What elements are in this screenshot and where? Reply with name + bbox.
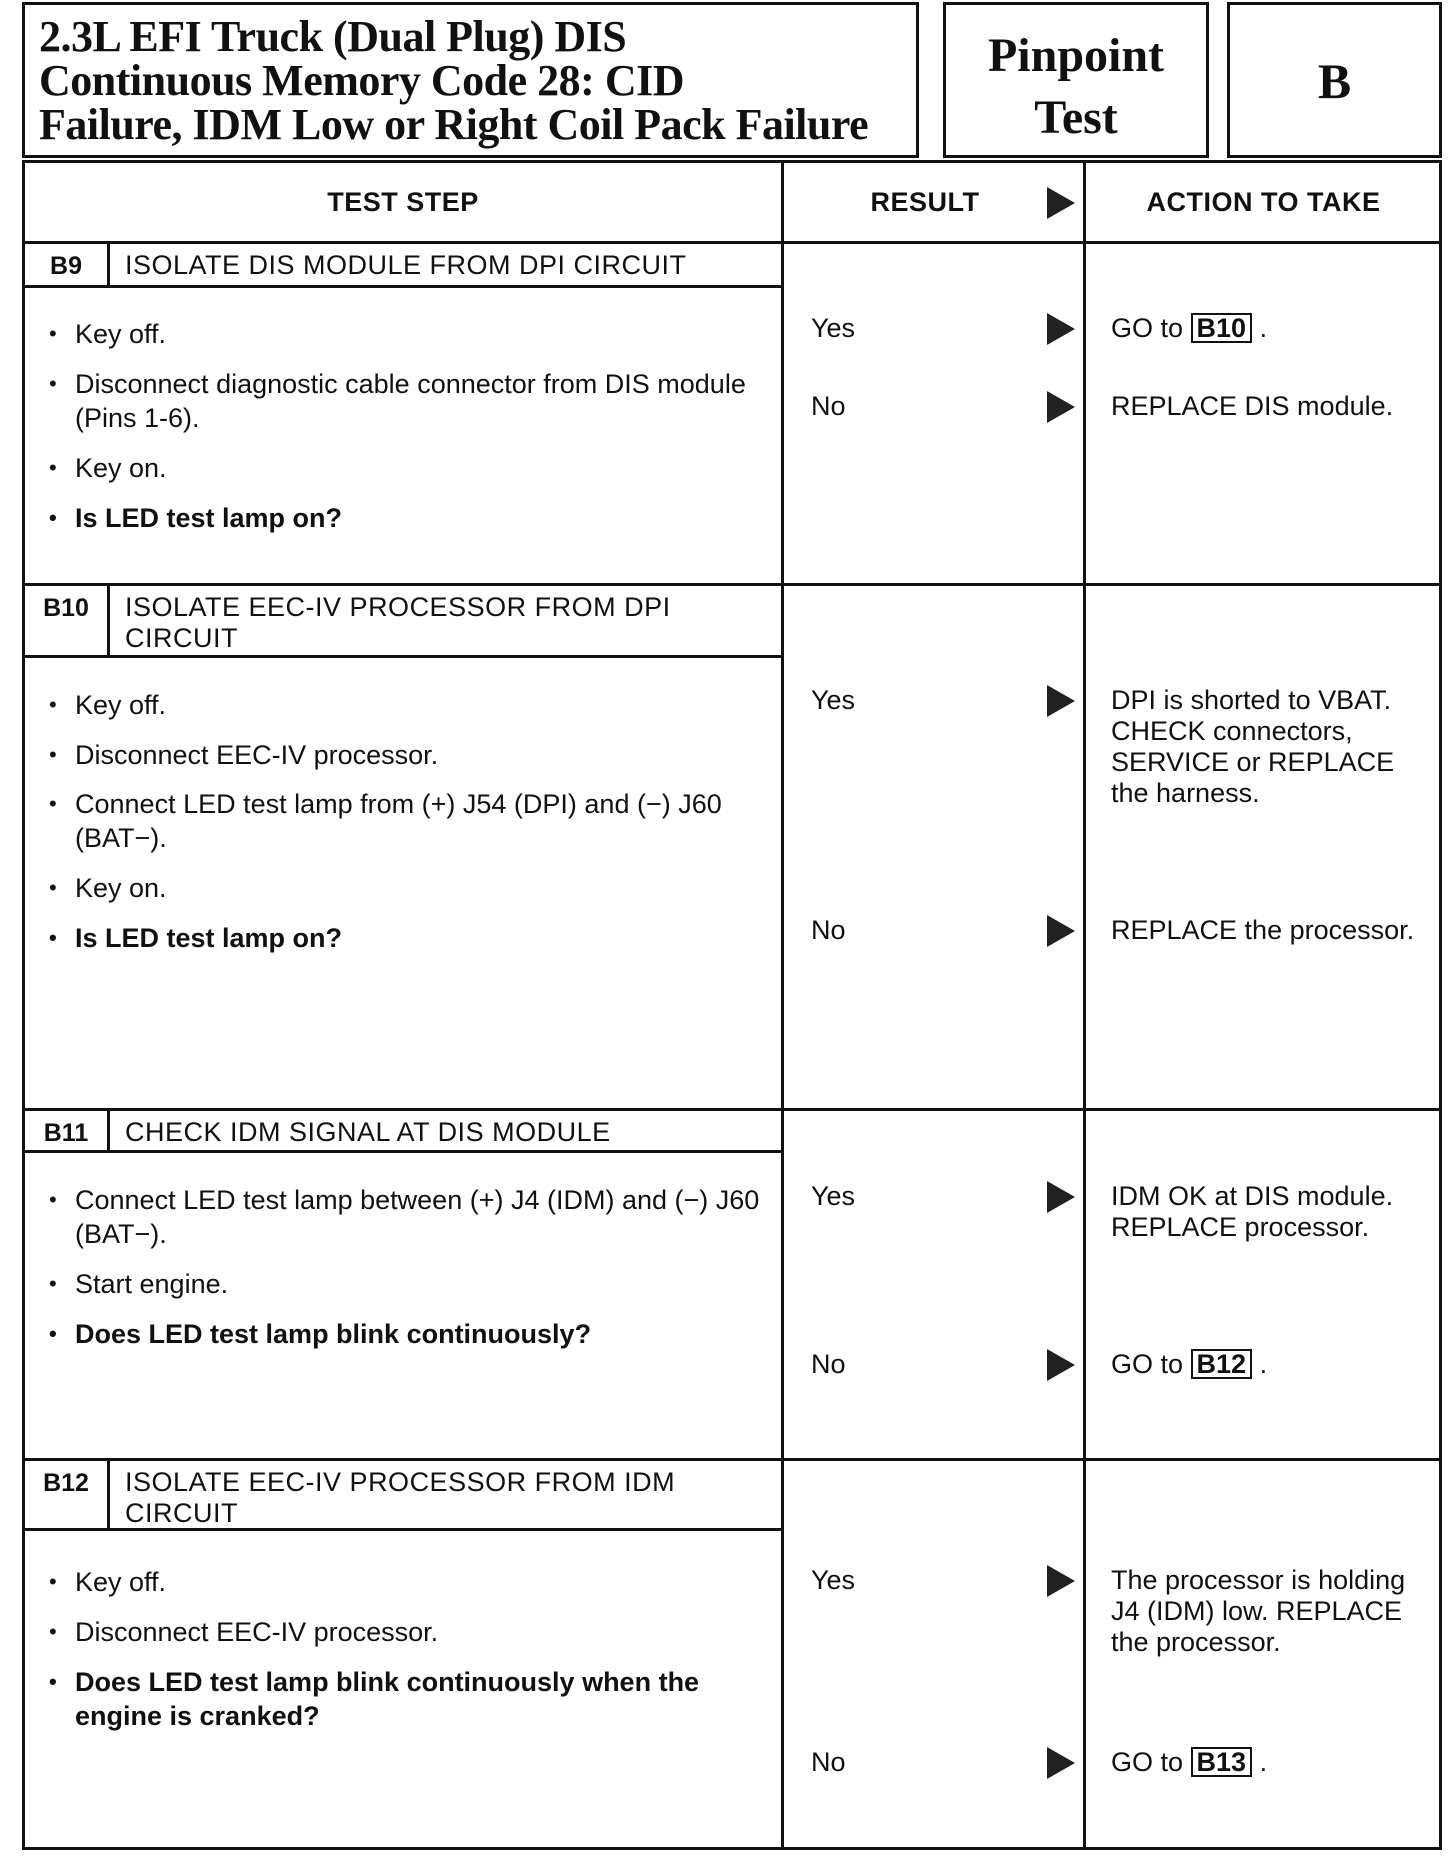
- step-question: • Is LED test lamp on?: [47, 921, 787, 955]
- pinpoint-table: [22, 160, 1442, 1850]
- pinpoint-line-1: Pinpoint: [987, 29, 1165, 82]
- step-title: ISOLATE DIS MODULE FROM DPI CIRCUIT: [125, 250, 687, 280]
- step-bullet: • Key off.: [47, 317, 787, 351]
- pinpoint-label: [946, 25, 1206, 149]
- action-text: The processor is holding J4 (IDM) low. REPLACE the processor.: [1111, 1565, 1406, 1657]
- arrow-icon: [1047, 915, 1075, 947]
- step-id: B10: [25, 586, 110, 655]
- result-yes: Yes: [811, 1565, 856, 1595]
- step-ref-b13[interactable]: B13: [1191, 1747, 1253, 1777]
- column-header-action: ACTION TO TAKE: [1146, 186, 1381, 217]
- column-header-test-step: TEST STEP: [327, 186, 479, 217]
- step-ref-b12[interactable]: B12: [1191, 1349, 1253, 1379]
- column-divider: [1083, 163, 1086, 1847]
- step-bullet: • Disconnect EEC-IV processor.: [47, 1615, 787, 1649]
- step-id: B12: [25, 1461, 110, 1528]
- step-bullet: • Key on.: [47, 451, 787, 485]
- step-id: B9: [25, 244, 110, 285]
- action-text: IDM OK at DIS module. REPLACE processor.: [1111, 1181, 1394, 1242]
- step-bullet: • Key off.: [47, 688, 787, 722]
- step-title: ISOLATE EEC-IV PROCESSOR FROM DPI CIRCUIT: [125, 592, 671, 653]
- result-yes: Yes: [811, 1181, 856, 1211]
- step-id: B11: [25, 1111, 110, 1150]
- step-title: ISOLATE EEC-IV PROCESSOR FROM IDM CIRCUIT: [125, 1467, 676, 1528]
- step-bullet: • Disconnect diagnostic cable connector from DIS module (Pins 1-6).: [47, 367, 787, 435]
- step-bullet: • Disconnect EEC-IV processor.: [47, 738, 787, 772]
- step-bullet: • Key off.: [47, 1565, 787, 1599]
- step-bullet: • Connect LED test lamp from (+) J54 (DPI) and (−) J60 (BAT−).: [47, 787, 787, 855]
- action-goto: [1111, 1349, 1431, 1380]
- step-bullet: • Key on.: [47, 871, 787, 905]
- title-line-2: Continuous Memory Code 28: CID: [39, 56, 684, 105]
- action-text: .: [1252, 1349, 1268, 1379]
- step-header-b10: [25, 586, 781, 658]
- pinpoint-test-box: [943, 2, 1209, 158]
- step-bullet: • Start engine.: [47, 1267, 787, 1301]
- arrow-icon: [1047, 313, 1075, 345]
- step-header-b12: [25, 1461, 781, 1531]
- test-letter-box: [1227, 2, 1442, 158]
- arrow-icon: [1047, 1565, 1075, 1597]
- title-line-3: Failure, IDM Low or Right Coil Pack Failure: [39, 100, 869, 149]
- arrow-icon: [1047, 1349, 1075, 1381]
- result-no: No: [811, 391, 846, 421]
- step-ref-b10[interactable]: B10: [1191, 313, 1253, 343]
- title-box: [22, 2, 919, 158]
- arrow-icon: [1047, 1747, 1075, 1779]
- action-text: REPLACE the processor.: [1111, 915, 1415, 945]
- step-question: • Does LED test lamp blink continuously when the engine is cranked?: [47, 1665, 787, 1733]
- step-title: CHECK IDM SIGNAL AT DIS MODULE: [125, 1117, 611, 1147]
- step-bullet: • Connect LED test lamp between (+) J4 (IDM) and (−) J60 (BAT−).: [47, 1183, 787, 1251]
- result-no: No: [811, 915, 846, 945]
- arrow-icon: [1047, 685, 1075, 717]
- action-goto: [1111, 1747, 1431, 1778]
- action-text: GO to: [1111, 313, 1191, 343]
- arrow-icon: [1047, 187, 1075, 219]
- result-no: No: [811, 1747, 846, 1777]
- pinpoint-line-2: Test: [1034, 91, 1118, 144]
- column-header-result: RESULT: [870, 186, 980, 217]
- action-text: REPLACE DIS module.: [1111, 391, 1394, 421]
- action-text: .: [1252, 313, 1268, 343]
- step-question: • Is LED test lamp on?: [47, 501, 787, 535]
- result-yes: Yes: [811, 313, 856, 343]
- test-letter: B: [1317, 53, 1352, 109]
- result-yes: Yes: [811, 685, 856, 715]
- action-goto: [1111, 313, 1431, 344]
- action-text: GO to: [1111, 1747, 1191, 1777]
- step-question: • Does LED test lamp blink continuously?: [47, 1317, 787, 1351]
- action-text: GO to: [1111, 1349, 1191, 1379]
- action-text: DPI is shorted to VBAT. CHECK connectors, SERVICE or REPLACE the harness.: [1111, 685, 1395, 808]
- action-text: .: [1252, 1747, 1268, 1777]
- arrow-icon: [1047, 1181, 1075, 1213]
- page-title: [39, 12, 869, 149]
- step-header-b11: [25, 1111, 781, 1153]
- arrow-icon: [1047, 391, 1075, 423]
- result-no: No: [811, 1349, 846, 1379]
- step-header-b9: [25, 244, 781, 288]
- title-line-1: 2.3L EFI Truck (Dual Plug) DIS: [39, 12, 627, 61]
